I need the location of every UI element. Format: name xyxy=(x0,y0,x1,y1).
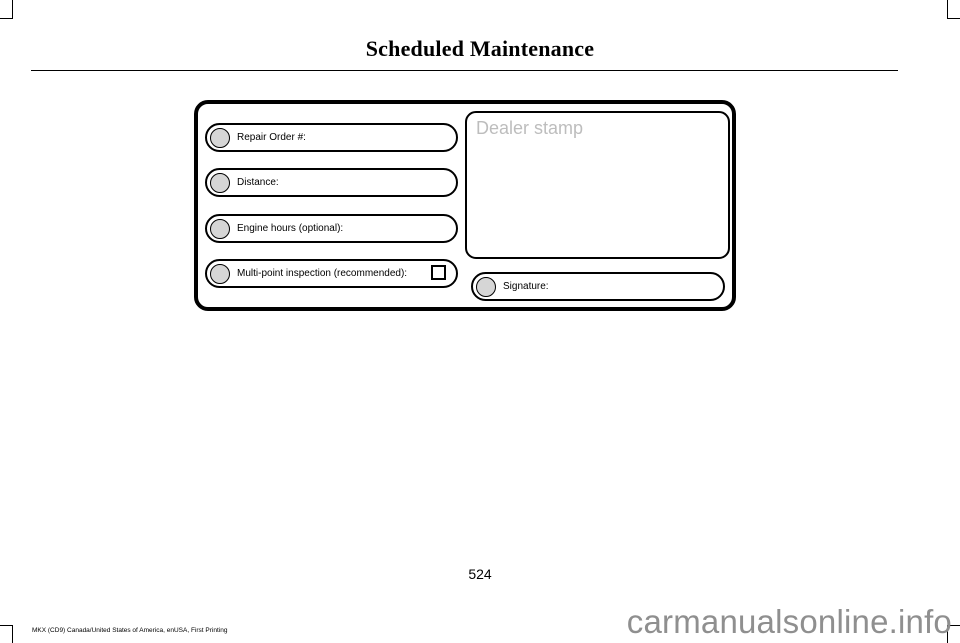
watermark: carmanualsonline.info xyxy=(626,603,952,640)
repair-order-label: Repair Order #: xyxy=(237,132,306,143)
indicator-dot xyxy=(210,264,230,284)
repair-order-field[interactable] xyxy=(205,123,458,152)
maintenance-record-card xyxy=(194,100,736,311)
indicator-dot xyxy=(210,173,230,193)
crop-mark-top-left xyxy=(12,0,13,18)
signature-field[interactable] xyxy=(471,272,725,301)
dealer-stamp-box xyxy=(465,111,730,259)
page-number: 524 xyxy=(468,566,492,582)
page-title: Scheduled Maintenance xyxy=(365,36,595,61)
engine-hours-label: Engine hours (optional): xyxy=(237,223,344,234)
edition-footer: MKX (CD9) Canada/United States of America, enUSA, First Printing xyxy=(32,627,228,634)
indicator-dot xyxy=(476,277,496,297)
crop-mark-top-right xyxy=(947,18,960,19)
title-divider xyxy=(31,70,898,71)
indicator-dot xyxy=(210,219,230,239)
crop-mark-top-left xyxy=(0,18,13,19)
crop-mark-bottom-left xyxy=(0,625,13,626)
crop-mark-top-right xyxy=(947,0,948,18)
distance-field[interactable] xyxy=(205,168,458,197)
crop-mark-bottom-left xyxy=(12,625,13,643)
indicator-dot xyxy=(210,128,230,148)
inspection-field xyxy=(205,259,458,288)
inspection-label: Multi-point inspection (recommended): xyxy=(237,268,408,279)
dealer-stamp-label: Dealer stamp xyxy=(476,118,584,138)
distance-label: Distance: xyxy=(237,177,279,188)
signature-label: Signature: xyxy=(503,281,549,292)
inspection-checkbox[interactable] xyxy=(431,265,446,280)
engine-hours-field[interactable] xyxy=(205,214,458,243)
